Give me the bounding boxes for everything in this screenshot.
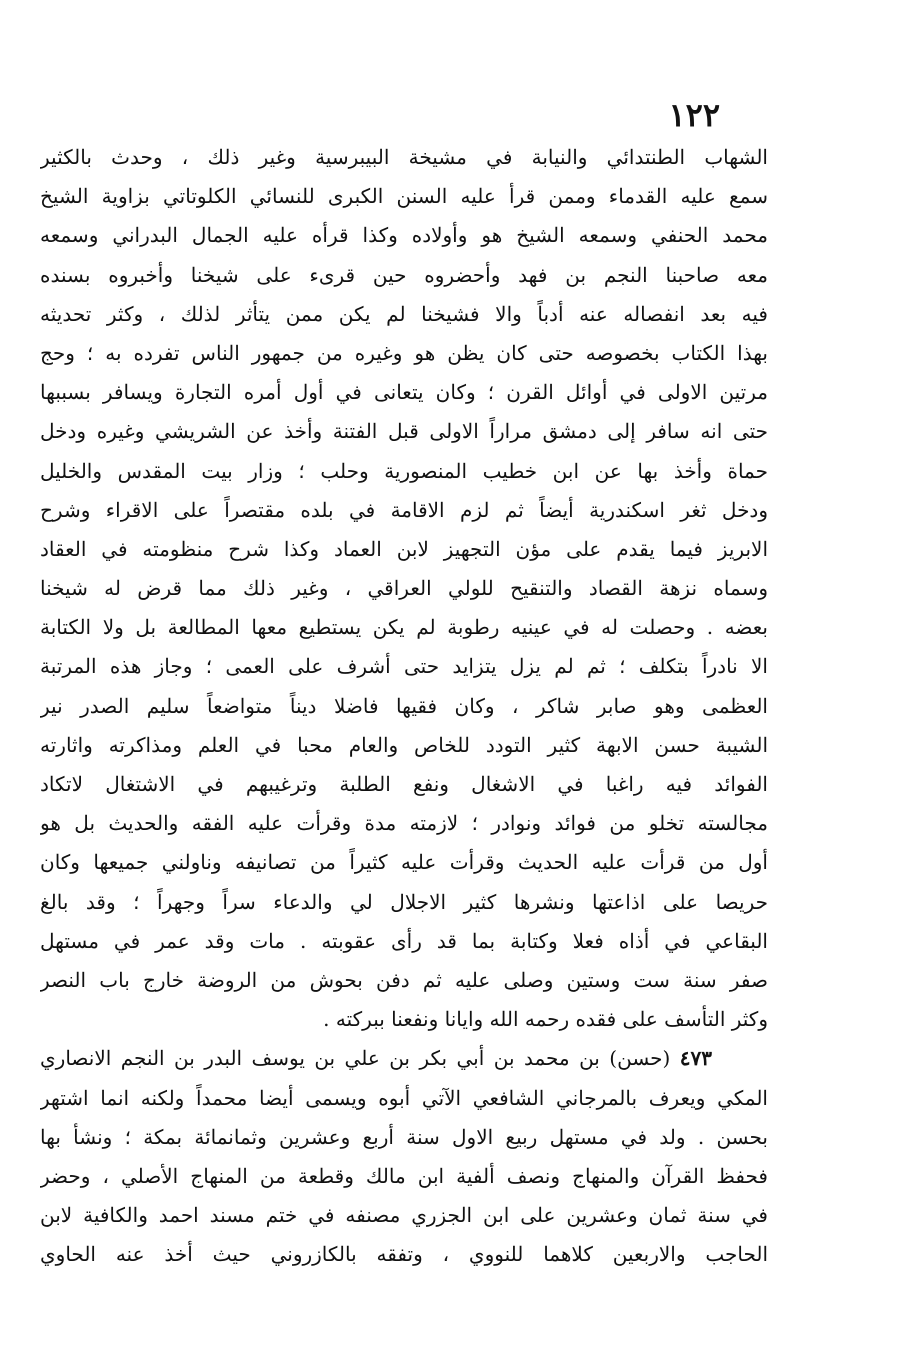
text-line: وسماه نزهة القصاد والتنقيح للولي العراقي ، وغير ذلك مما قرض له شيخنا (40, 576, 768, 601)
entry-first-line (40, 1039, 768, 1078)
text-line: محمد الحنفي وسمعه الشيخ هو وأولاده وكذا قرأه عليه الجمال البدراني وسمعه (40, 223, 768, 248)
text-line: الابريز فيما يقدم على مؤن التجهيز لابن العماد وكذا شرح منظومته في العقاد (40, 536, 768, 561)
text-line: الشيبة حسن الابهة كثير التودد للخاص والعام محبا في العلم ومذاكرته واثارته (40, 732, 768, 757)
text-line: فحفظ القرآن والمنهاج ونصف ألفية ابن مالك وقطعة من المنهاج الأصلي ، وحضر (40, 1163, 768, 1188)
text-line: ودخل ثغر اسكندرية أيضاً ثم لزم الاقامة في بلده مقتصراً على الاقراء وشرح (40, 497, 768, 522)
text-line: العظمى وهو صابر شاكر ، وكان فقيها فاضلا ديناً متواضعاً سليم الصدر نير (40, 693, 768, 718)
paragraph-continuation (40, 138, 768, 1039)
text-line: بهذا الكتاب بخصوصه حتى كان يظن هو وغيره من جمهور الناس تفرده به ؛ وحج (40, 340, 768, 365)
page-text (40, 138, 768, 1274)
text-line: حماة وأخذ بها عن ابن خطيب المنصورية وحلب ؛ وزار بيت المقدس والخليل (40, 458, 768, 483)
text-line: الشهاب الطنتدائي والنيابة في مشيخة البيبرسية وغير ذلك ، وحدث بالكثير (40, 145, 768, 169)
text-line: معه صاحبنا النجم بن فهد وأحضروه حين قرىء على شيخنا وأخبروه بسنده (40, 262, 768, 287)
text-line: الفوائد فيه راغبا في الاشغال ونفع الطلبة وترغيبهم في الاشتغال لاتكاد (40, 772, 768, 796)
text-line: مجالسته تخلو من فوائد ونوادر ؛ لازمته مدة وقرأت عليه الفقه والحديث بل هو (40, 811, 768, 836)
text-line: مرتين الاولى في أوائل القرن ؛ وكان يتعانى في أول أمره التجارة ويسافر بسببها (40, 380, 768, 405)
text-line: الحاجب والاربعين كلاهما للنووي ، وتفقه بالكازروني حيث أخذ عنه الحاوي (40, 1242, 768, 1267)
text-line: بعضه . وحصلت له في عينيه رطوبة لم يكن يستطيع معها المطالعة بل ولا الكتابة (40, 615, 768, 640)
text-line: فيه بعد انفصاله عنه أدباً والا فشيخنا لم يكن ممن يتأثر لذلك ، وكثر تحديثه (40, 301, 768, 326)
text-line: في سنة ثمان وعشرين على ابن الجزري مصنفه في ختم مسند احمد والكافية لابن (40, 1203, 768, 1228)
entry-number: ٤٧٣ (679, 1046, 713, 1071)
text-line: الا نادراً بتكلف ؛ ثم لم يزل يتزايد حتى أشرف على العمى ؛ وجاز هذه المرتبة (40, 654, 768, 679)
text-line: حريصا على اذاعتها ونشرها كثير الاجلال لي والدعاء سراً وجهراً ؛ وقد بالغ (40, 889, 768, 914)
page-number: ١٢٢ (668, 96, 720, 134)
text-line: بحسن . ولد في مستهل ربيع الاول سنة أربع وعشرين وثمانمائة بمكة ؛ ونشأ بها (40, 1124, 768, 1149)
text-line: البقاعي في أذاه فعلا وكتابة بما قد رأى عقوبته . مات وقد عمر في مستهل (40, 928, 768, 953)
text-line: المكي ويعرف بالمرجاني الشافعي الآتي أبوه ويسمى أيضا محمداً ولكنه انما اشتهر (40, 1085, 768, 1110)
text-line: أول من قرأت عليه الحديث وقرأت عليه كثيراً من تصانيفه وناولني جميعها وكان (40, 850, 768, 875)
entry-heading-text: (حسن) بن محمد بن أبي بكر بن علي بن يوسف البدر بن النجم الانصاري (40, 1046, 671, 1071)
text-line: سمع عليه القدماء وممن قرأ عليه السنن الكبرى للنسائي الكلوتاتي بزاوية الشيخ (40, 184, 768, 209)
text-line: حتى انه سافر إلى دمشق مراراً الاولى قبل الفتنة وأخذ عن الشريشي وغيره ودخل (40, 419, 768, 444)
text-line: صفر سنة ست وستين وصلى عليه ثم دفن بحوش من الروضة خارج باب النصر (40, 967, 768, 992)
biography-entry (40, 1039, 768, 1274)
text-line: وكثر التأسف على فقده رحمه الله وايانا ونفعنا ببركته . (323, 1007, 768, 1032)
